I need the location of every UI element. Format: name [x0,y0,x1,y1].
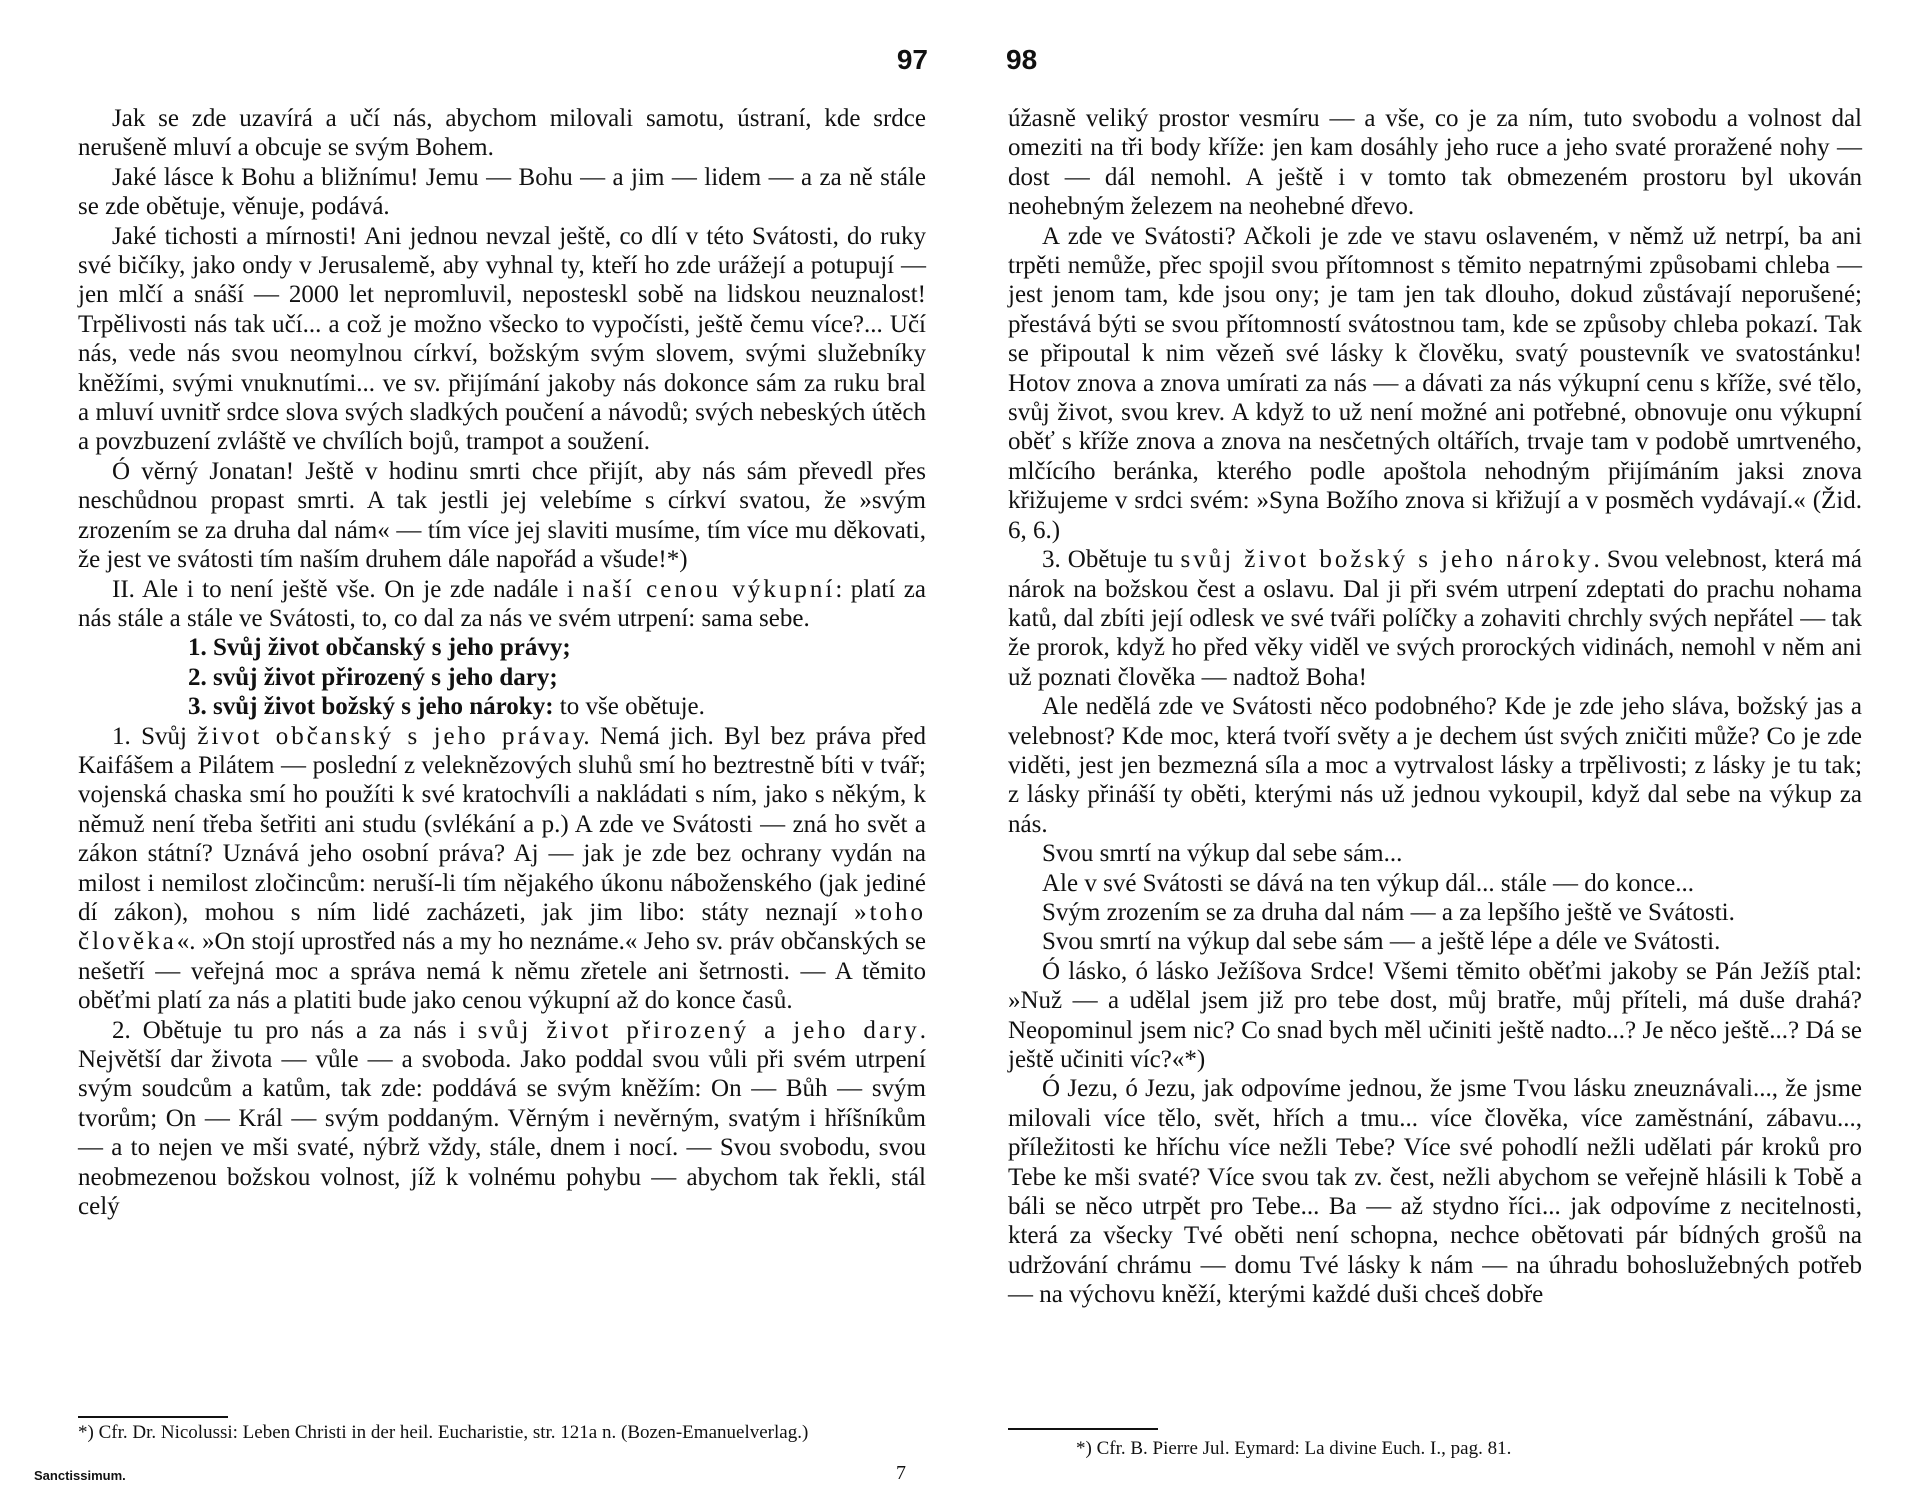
list-item: 2. svůj život přirozený s jeho dary; [188,663,558,691]
right-page-text [1008,104,1862,1310]
spaced-emphasis: »toho člověka [78,898,927,956]
list-item [188,692,926,721]
paragraph: Ale nedělá zde ve Svátosti něco podobného? Kde je zde jeho sláva, božský jas a velebnost? Kde moc, která tvoří světy a je dechem úst svých zničiti může? Co je zde viděti, jest jen bezmezná síla a moc a vytrvalost lásky a trpělivosti; z lásky je tu tak; z lásky přináší ty oběti, kterými nás už jednou vykoupil, když dal sebe na výkup za nás. [1008,693,1862,838]
paragraph: Jaké lásce k Bohu a bližnímu! Jemu — Bohu — a jim — lidem — a za ně stále se zde obětuje, věnuje, podává. [78,163,926,221]
spaced-emphasis: svůj život božský s jeho nároky [1180,546,1594,574]
paragraph: Ó Jezu, ó Jezu, jak odpovíme jednou, že jsme Tvou lásku zneuznávali..., že jsme milovali více tělo, svět, hřích a tmu... více člověka, více zaměstnání, zábavu..., příležitosti ke hříchu více nežli Tebe? Více své pohodlí nežli udělati pár kroků pro Tebe ke mši svaté? Více svou tak zv. čest, nežli abychom se veřejně hlásili k Tobě a báli se něco utrpět pro Tebe... Ba — až stydno říci... jak odpovíme z necitelnosti, která za všecky Tvé oběti není schopna, nechce obětovati pár bídných grošů na udržování chrámu — domu Tvé lásky k nám — na úhradu bohoslužebných potřeb — na výchovu kněží, kterými každé duši chceš dobře [1008,1075,1862,1309]
list-item: 1. Svůj život občanský s jeho právy; [188,634,571,662]
paragraph: Jaké tichosti a mírnosti! Ani jednou nevzal ještě, co dlí v této Svátosti, do ruky své bičíky, jako ondy v Jerusalemě, aby vyhnal ty, kteří ho zde urážejí a potupují — jen mlčí a snáší — 2000 let nepromluvil, neposteskl sobě na lidskou neuznalost! Trpělivosti nás tak učí... a což je možno všecko to vypočísti, ještě čemu více?... Učí nás, vede nás svou neomylnou církví, božským svým slovem, svými služebníky kněžími, svými vnuknutími... ve sv. přijímání jakoby nás dokonce sám za ruku bral a mluví uvnitř srdce slova svých sladkých poučení a návodů; svých nebeských útěch a povzbuzení zvláště ve chvílích bojů, trampot a soužení. [78,222,926,456]
point-3-paragraph [1008,545,1862,692]
text-run: «. »On stojí uprostřed nás a my ho neznáme.« Jeho sv. práv občanských se nešetří — veřejná moc a správa nemá k němu zřetele ani šetrnosti. — A těmito oběťmi platí za nás a platiti bude jako cenou výkupní až do konce časů. [78,928,926,1015]
sheet-number: 7 [896,1462,906,1484]
spaced-emphasis: život občanský s jeho práva [197,722,573,750]
page-number: 98 [1006,44,1038,75]
paragraph: Ó věrný Jonatan! Ještě v hodinu smrti chce přijít, aby nás sám převedl přes neschůdnou propast smrti. A tak jestli jej velebíme s církví svatou, že »svým zrozením se za druha dal nám« — tím více jej slaviti musíme, tím více mu děkovati, že jest ve svátosti tím naším druhem dále napořád a všude!*) [78,457,926,574]
list-tail: to vše obětuje. [553,693,705,721]
verse-line: Svou smrtí na výkup dal sebe sám... [1042,840,1403,868]
left-page-text [78,104,926,1221]
paragraph: Jak se zde uzavírá a učí nás, abychom milovali samotu, ústraní, kde srdce nerušeně mluví a obcuje se svým Bohem. [78,105,926,162]
right-page [964,0,1928,1500]
verse-line: Svým zrozením se za druha dal nám — a za lepšího ještě ve Svátosti. [1042,898,1735,926]
point-2-paragraph [78,1016,926,1222]
text-run: 3. Obětuje tu [1042,546,1181,574]
footnote-rule [78,1416,228,1418]
verse-line: Ale v své Svátosti se dává na ten výkup dál... stále — do konce... [1042,869,1694,897]
point-1-paragraph [78,722,926,1016]
footnote: *) Cfr. B. Pierre Jul. Eymard: La divine Euch. I., pag. 81. [1076,1438,1512,1459]
spaced-emphasis: svůj život přirozený a jeho dary [477,1016,920,1044]
verse-line: Svou smrtí na výkup dal sebe sám — a ještě lépe a déle ve Svátosti. [1042,928,1721,956]
footnote-rule [1008,1428,1158,1430]
paragraph: A zde ve Svátosti? Ačkoli je zde ve stavu oslaveném, v němž už netrpí, ba ani trpěti nemůže, přec spojil svou přítomnost s těmito nepatrnými způsobami chleba — jest jenom tam, kde jsou ony; je tam jen tak dlouho, dokud zůstávají neporušené; přestává býti se svou přítomností svátostnou tam, kde se způsoby chleba pokazí. Tak se připoutal k nim vězeň své lásky k člověku, svatý poustevník ve svatostánku! Hotov znova a znova umírati za nás — a dávati za nás výkupní cenu s kříže, své tělo, svůj život, svou krev. A když to už není možné ani potřebné, obnovuje onu výkupní oběť s kříže znova a znova na nesčetných oltářích, trvaje tam v podobě umrtveného, mlčícího beránka, kterého podle apoštola nehodným přijímáním jaksi znova křižujeme v srdci svém: »Syna Božího znova si křižují a v posměch vydávají.« (Žid. 6, 6.) [1008,222,1862,544]
verse-block [1008,839,1862,957]
text-run: 2. Obětuje tu pro nás a za nás i [112,1016,478,1044]
text-run: . Svou velebnost, která má nárok na božskou čest a oslavu. Dal ji při svém utrpení zdeptati do prachu nohama katů, dal zbíti její odlesk ve své tváři políčky a zohaviti chrchly svých nepřátel — tak že prorok, když ho před věky viděl ve svých prorockých vidinách, nemohl v něm ani už poznati člověka — nadtož Boha! [1008,546,1862,691]
paragraph: úžasně veliký prostor vesmíru — a vše, co je za ním, tuto svobodu a volnost dal omeziti na tři body kříže: jen kam dosáhly jeho ruce a jeho svaté proražené nohy — dost — dál nemohl. A ještě i v tomto tak obmezeném prostoru byl ukován neohebným železem na neohebné dřevo. [1008,105,1862,221]
list-item-text: 3. svůj život božský s jeho nároky: [188,693,554,721]
text-run: 1. Svůj [112,722,198,750]
bold-list [78,633,926,721]
spaced-emphasis: naší cenou výkupní [582,575,836,603]
signature-mark: Sanctissimum. [34,1468,126,1483]
section-ii-paragraph [78,575,926,634]
text-run: . Největší dar života — vůle — a svoboda. Jako poddal svou vůli při svém utrpení svým soudcům a katům, tak zde: poddává se svým kněžím: On — Bůh — svým tvorům; On — Král — svým poddaným. Věrným i nevěrným, svatým i hříšníkům — a to nejen ve mši svaté, nýbrž vždy, stále, dnem i nocí. — Svou svobodu, svou neobmezenou božskou volnost, jíž k volnému pohybu — abychom tak řekli, stál celý [78,1016,926,1221]
text-run: II. Ale i to není ještě vše. On je zde nadále i [112,575,583,603]
text-run: : platí za nás stále a stále ve Svátosti, to, co dal za nás ve svém utrpení: sama sebe. [78,575,926,632]
footnote: *) Cfr. Dr. Nicolussi: Leben Christi in der heil. Eucharistie, str. 121a n. (Bozen-Emanuelverlag.) [78,1422,809,1443]
paragraph: Ó lásko, ó lásko Ježíšova Srdce! Všemi těmito oběťmi jakoby se Pán Ježíš ptal: »Nuž — a udělal jsem již pro tebe dost, můj bratře, můj příteli, má duše drahá? Neopominul jsem nic? Co snad bych měl učiniti ještě nadto...? Je něco ještě...? Dá se ještě učiniti víc?«*) [1008,957,1862,1073]
page-number: 97 [896,44,928,75]
text-run: y. Nemá jich. Byl bez práva před Kaifášem a Pilátem — poslední z veleknězových sluhů smí ho beztrestně bíti v tvář; vojenská chaska smí ho použíti k své kratochvíli a nakládati s ním, jako s někým, k němuž není třeba šetřiti ani studu (svlékání a p.) A zde ve Svátosti — zná ho svět a zákon státní? Uznává jeho osobní práva? Aj — jak je zde bez ochrany vydán na milost i nemilost zločincům: neruší-li tím nějakého úkonu náboženského (jak jediné dí zákon), mohou s ním lidé zacházeti, jak jim libo: státy neznají [78,722,926,926]
